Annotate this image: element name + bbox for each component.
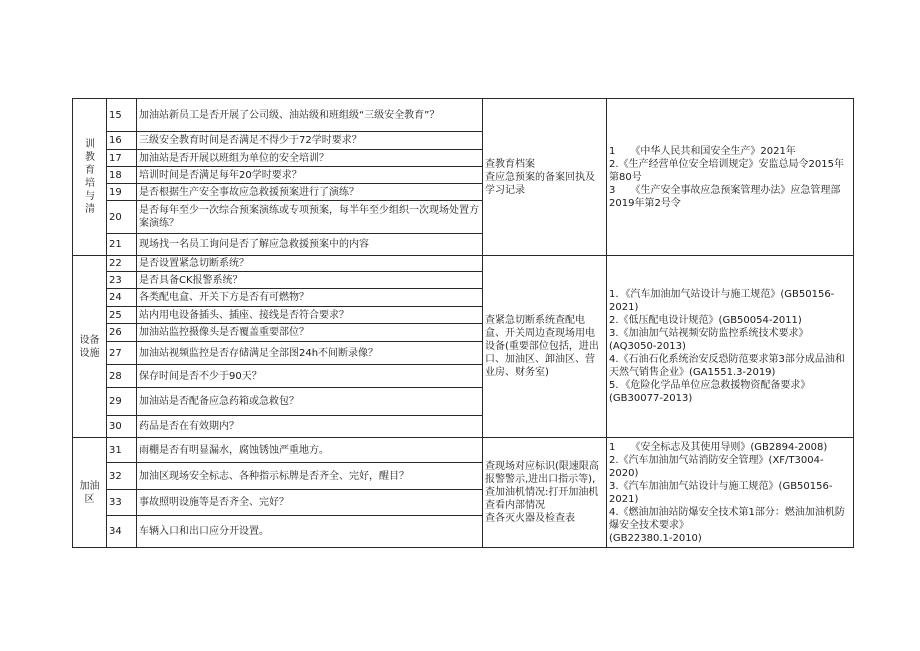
item-text: 加油站监控摄像头是否覆盖重要部位？ bbox=[137, 324, 483, 342]
item-number: 20 bbox=[107, 201, 137, 234]
item-text: 现场找一名员工询问是否了解应急救援预案中的内容 bbox=[137, 234, 483, 256]
item-text: 车辆入口和出口应分开设置。 bbox=[137, 516, 483, 548]
item-text: 是否具备CK报警系统？ bbox=[137, 272, 483, 289]
item-text: 是否根据生产安全事故应急救援预案进行了演练？ bbox=[137, 184, 483, 201]
item-number: 19 bbox=[107, 184, 137, 201]
item-text: 站内用电设备插头、插座、接线是否符合要求？ bbox=[137, 307, 483, 324]
check-method-cell: 查紧急切断系统查配电盒、开关周边查现场用电设备(重要部位包括，进出口、加油区、卸油区、营业房、财务室) bbox=[483, 256, 607, 438]
table-row bbox=[73, 256, 854, 272]
item-number: 33 bbox=[107, 490, 137, 516]
item-number: 25 bbox=[107, 307, 137, 324]
item-number: 15 bbox=[107, 99, 137, 132]
item-text: 是否每年至少一次综合预案演练或专项预案，每半年至少组织一次现场处置方案演练？ bbox=[137, 201, 483, 234]
item-number: 29 bbox=[107, 388, 137, 416]
item-number: 26 bbox=[107, 324, 137, 342]
item-number: 18 bbox=[107, 167, 137, 184]
item-text: 加油站是否开展以班组为单位的安全培训？ bbox=[137, 150, 483, 167]
inspection-checklist-table bbox=[72, 98, 854, 548]
item-text: 加油站新员工是否开展了公司级、油站级和班组级“三级安全教育”？ bbox=[137, 99, 483, 132]
item-number: 16 bbox=[107, 132, 137, 150]
basis-cell: 1．《汽车加油加气站设计与施工规范》(GB50156-2021) 2.《低压配电设计规范》(GB50054-2011) 3.《加油加气站视频安防监控系统技术要求》(AQ3050-2013) 4.《石油石化系统治安反恐防范要求第3部分成品油和天然气销售企业》(GA1551.3-2019) 5．《危险化学品单位应急救援物资配备要求》(GB30077-2013) bbox=[607, 256, 854, 438]
category-cell-fueling-area: 加油区 bbox=[73, 438, 107, 548]
item-number: 31 bbox=[107, 438, 137, 463]
item-number: 28 bbox=[107, 365, 137, 388]
basis-cell: 1 《中华人民共和国安全生产》2021年 2.《生产经营单位安全培训规定》安监总局令2015年第80号 3 《生产安全事故应急预案管理办法》应急管理部2019年第2号令 bbox=[607, 99, 854, 256]
item-number: 21 bbox=[107, 234, 137, 256]
item-text: 各类配电盒、开关下方是否有可燃物？ bbox=[137, 289, 483, 307]
item-text: 加油站视频监控是否存储满足全部图24h不间断录像？ bbox=[137, 342, 483, 365]
check-method-cell: 查教育档案 查应急预案的备案回执及学习记录 bbox=[483, 99, 607, 256]
table-row bbox=[73, 99, 854, 132]
category-cell-equipment: 设备设施 bbox=[73, 256, 107, 438]
item-number: 27 bbox=[107, 342, 137, 365]
item-number: 17 bbox=[107, 150, 137, 167]
item-number: 24 bbox=[107, 289, 137, 307]
item-number: 34 bbox=[107, 516, 137, 548]
basis-cell: 1 《安全标志及其使用导则》(GB2894-2008) 2.《汽车加油加气站消防安全管理》(XF/T3004-2020) 3.《汽车加油加气站设计与施工规范》(GB50156-2021) 4.《燃油加油站防爆安全技术第1部分：燃油加油机防爆安全技术要求》 (GB22380.1-2010) bbox=[607, 438, 854, 548]
table-row bbox=[73, 438, 854, 463]
item-text: 雨棚是否有明显漏水，腐蚀锈蚀严重地方。 bbox=[137, 438, 483, 463]
item-text: 加油站是否配备应急药箱或急救包？ bbox=[137, 388, 483, 416]
item-text: 事故照明设施等是否齐全、完好？ bbox=[137, 490, 483, 516]
item-number: 23 bbox=[107, 272, 137, 289]
item-text: 药品是否在有效期内？ bbox=[137, 416, 483, 438]
item-text: 是否设置紧急切断系统？ bbox=[137, 256, 483, 272]
check-method-cell: 查现场对应标识(限速限高报警警示,进出口指示等),查加油机情况:打开加油机查看内部情况 查各灭火器及检查表 bbox=[483, 438, 607, 548]
item-number: 22 bbox=[107, 256, 137, 272]
item-number: 32 bbox=[107, 463, 137, 490]
item-text: 三级安全教育时间是否满足不得少于72学时要求？ bbox=[137, 132, 483, 150]
item-text: 加油区现场安全标志、各种指示标牌是否齐全、完好，醒目？ bbox=[137, 463, 483, 490]
item-text: 保存时间是否不少于90天？ bbox=[137, 365, 483, 388]
item-number: 30 bbox=[107, 416, 137, 438]
item-text: 培训时间是否满足每年20学时要求？ bbox=[137, 167, 483, 184]
category-cell-training: 训 教 育 培 与 清 bbox=[73, 99, 107, 256]
